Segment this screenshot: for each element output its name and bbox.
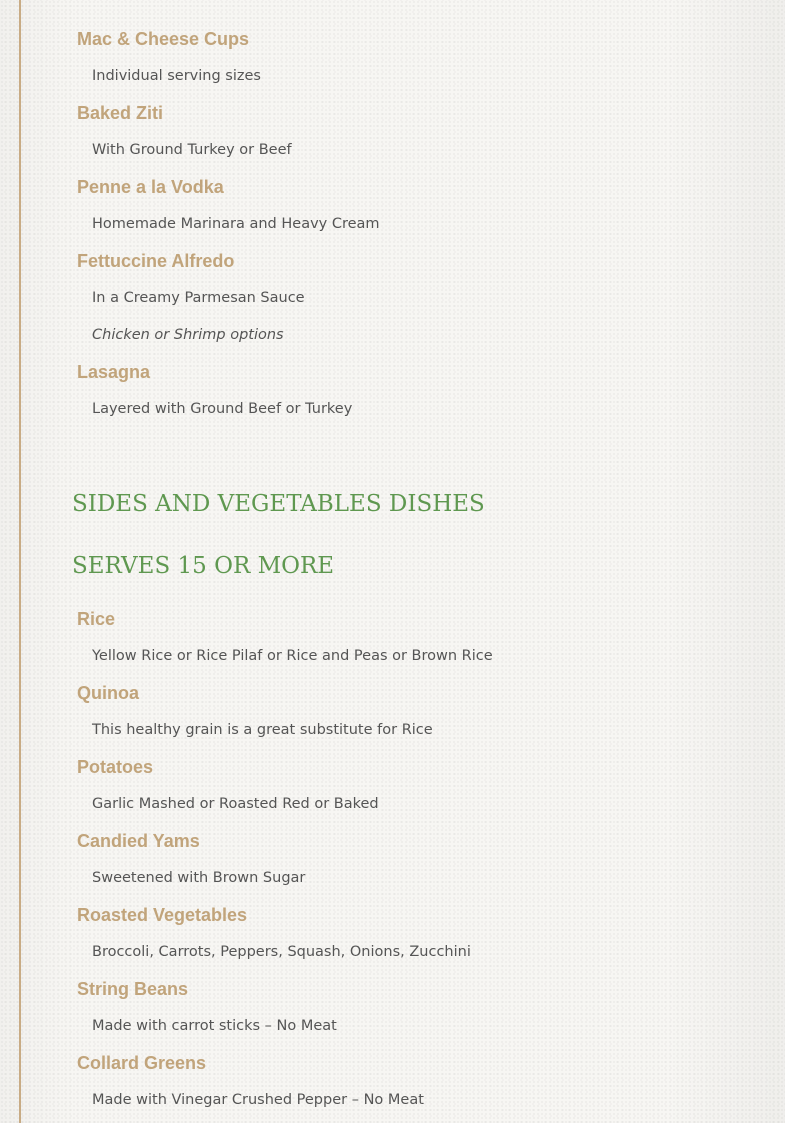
menu-item-description: In a Creamy Parmesan Sauce — [92, 290, 305, 306]
menu-item-description: Broccoli, Carrots, Peppers, Squash, Onions, Zucchini — [92, 944, 471, 960]
menu-item-name: Baked Ziti — [77, 103, 164, 123]
menu-item-name: Penne a la Vodka — [77, 177, 224, 197]
menu-item-name: Quinoa — [77, 683, 139, 703]
menu-item-description: Homemade Marinara and Heavy Cream — [92, 216, 380, 232]
section-title: SIDES AND VEGETABLES DISHES — [72, 491, 485, 517]
menu-item-name: Rice — [77, 609, 116, 629]
menu-item-name: Lasagna — [77, 362, 151, 382]
menu-item-name: String Beans — [77, 979, 189, 999]
menu-item-description: Yellow Rice or Rice Pilaf or Rice and Peas or Brown Rice — [92, 648, 493, 664]
menu-item-name: Potatoes — [77, 757, 154, 777]
menu-item-description: This healthy grain is a great substitute for Rice — [92, 722, 433, 738]
menu-item-description: Garlic Mashed or Roasted Red or Baked — [92, 796, 379, 812]
menu-item-name: Candied Yams — [77, 831, 200, 851]
menu-item-description: Made with carrot sticks – No Meat — [92, 1018, 337, 1034]
menu-item-name: Roasted Vegetables — [77, 905, 248, 925]
menu-item-name: Fettuccine Alfredo — [77, 251, 235, 271]
menu-item-name: Mac & Cheese Cups — [77, 29, 250, 49]
section-subtitle: SERVES 15 OR MORE — [72, 553, 335, 579]
left-border-rule — [19, 0, 21, 1123]
menu-item-name: Collard Greens — [77, 1053, 207, 1073]
menu-item-description: Individual serving sizes — [92, 68, 261, 84]
menu-item-note: Chicken or Shrimp options — [92, 327, 284, 343]
menu-item-description: With Ground Turkey or Beef — [92, 142, 292, 158]
menu-item-description: Layered with Ground Beef or Turkey — [92, 401, 353, 417]
menu-item-description: Sweetened with Brown Sugar — [92, 870, 306, 886]
menu-item-description: Made with Vinegar Crushed Pepper – No Meat — [92, 1092, 424, 1108]
